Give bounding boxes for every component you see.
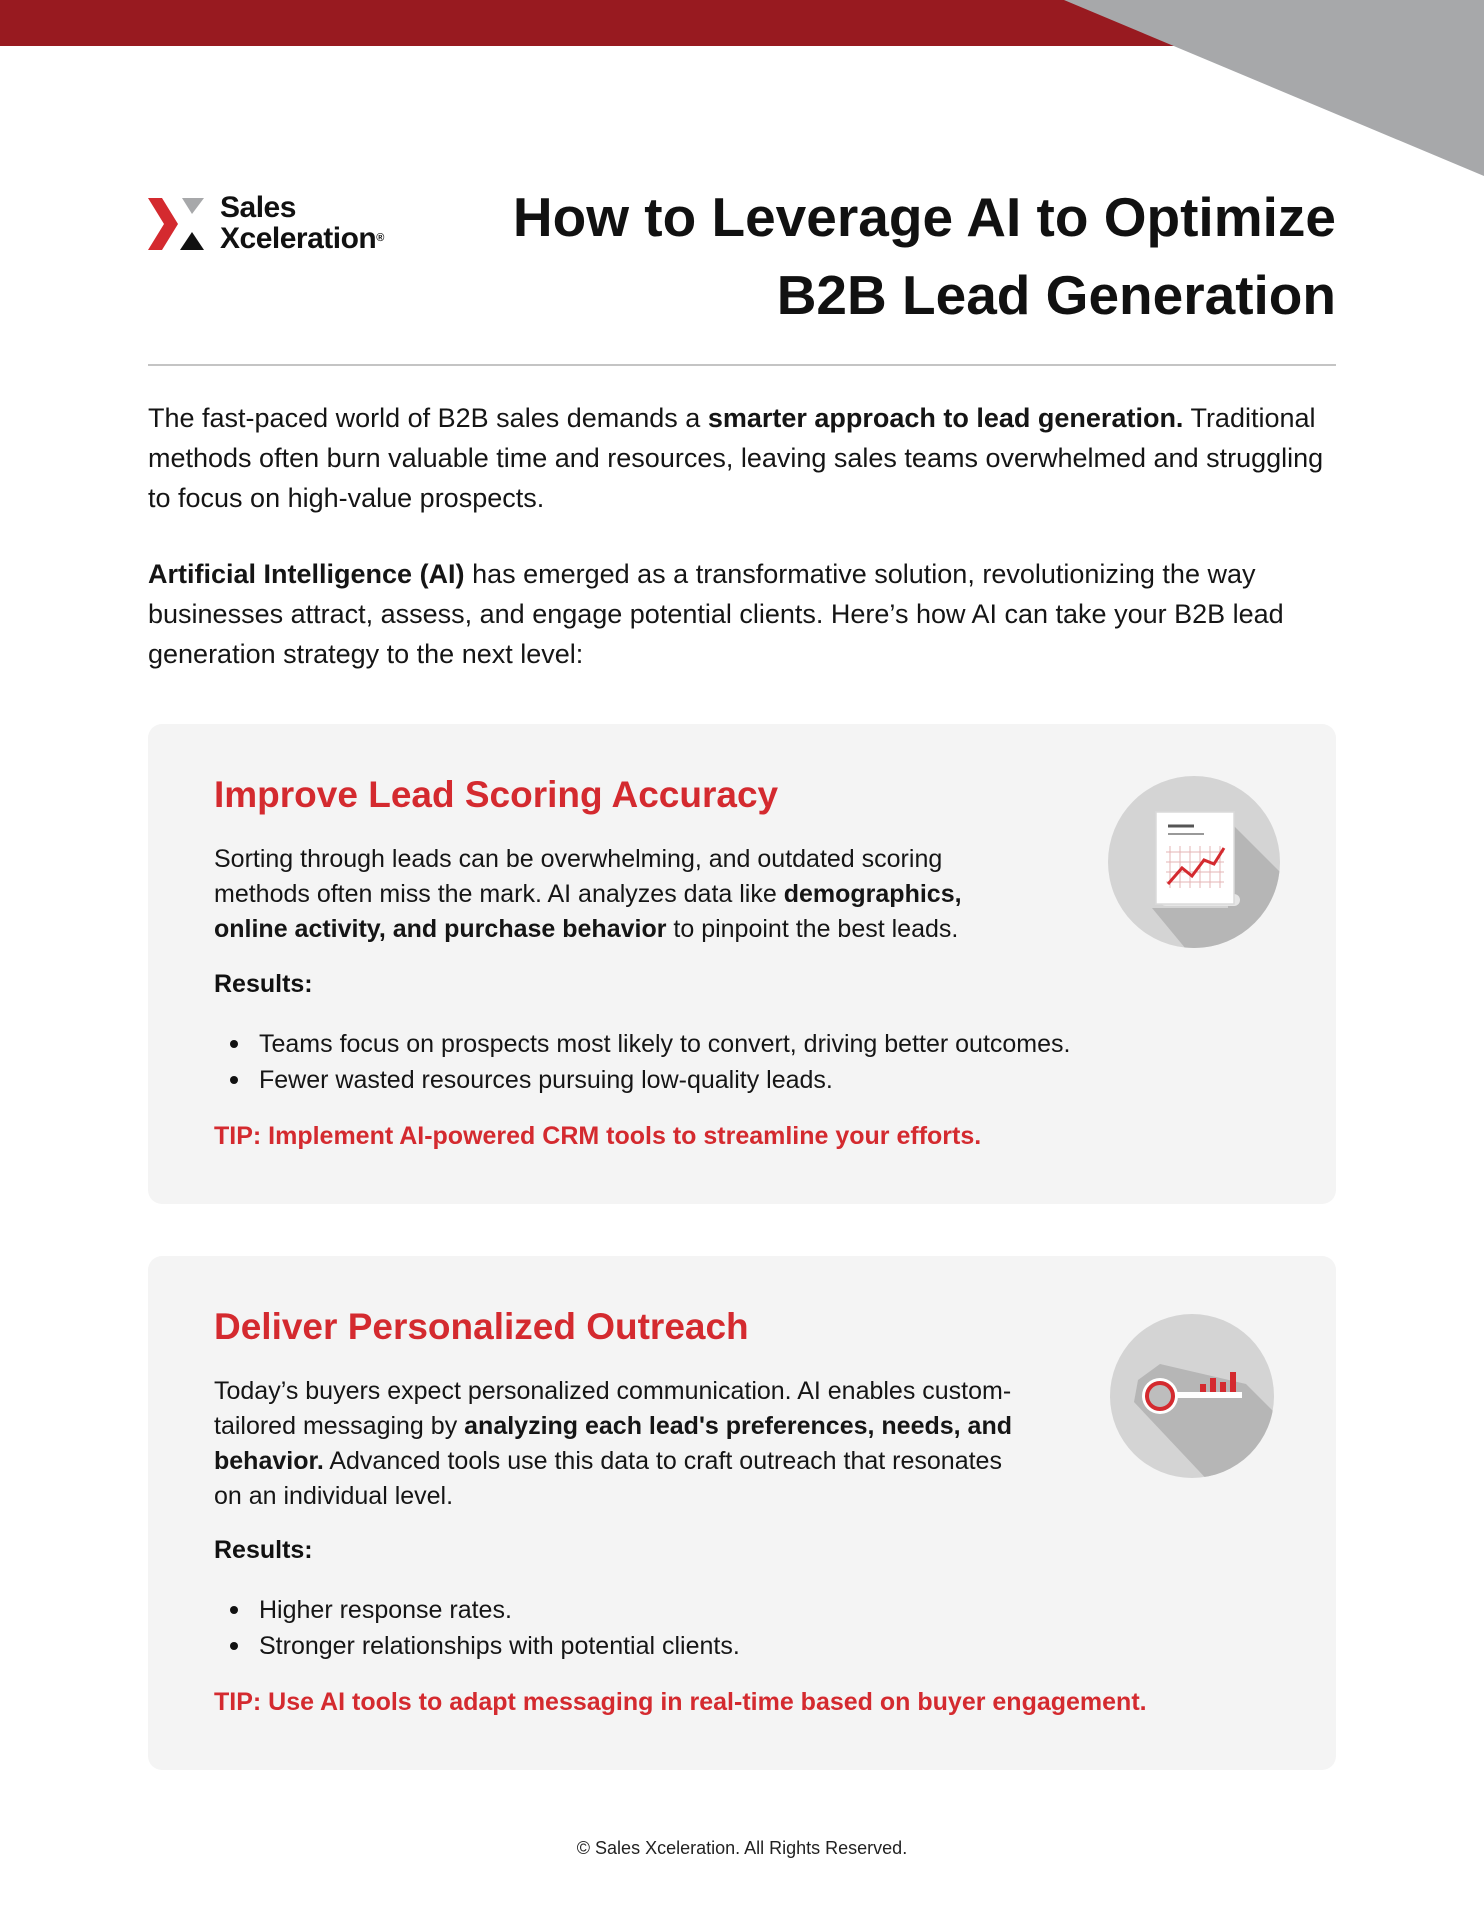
page-title-line-1: How to Leverage AI to Optimize xyxy=(512,186,1336,248)
results-list xyxy=(214,1026,1274,1098)
intro-paragraph-1: The fast-paced world of B2B sales demands a smarter approach to lead generation. Traditional methods often burn valuable time and resources, leaving sales teams overwhelmed and struggling to focus on high-value prospects. xyxy=(148,403,1324,513)
intro-paragraph-2: Artificial Intelligence (AI) has emerged as a transformative solution, revolutionizing the way businesses attract, assess, and engage potential clients. Here’s how AI can take your B2B lead generation strategy to the next level: xyxy=(148,559,1284,669)
section-title: Deliver Personalized Outreach xyxy=(214,1306,749,1347)
logo-line-1: Sales xyxy=(220,191,296,224)
list-item: Higher response rates. xyxy=(214,1592,1274,1628)
logo-line-2: Xceleration® xyxy=(220,222,384,255)
results-label: Results: xyxy=(214,970,313,998)
results-label: Results: xyxy=(214,1536,313,1564)
brand-logo xyxy=(148,192,408,258)
section-body: Sorting through leads can be overwhelming, and outdated scoring methods often miss the mark. AI analyzes data like demographics, online activity, and purchase behavior to pinpoint the best leads. xyxy=(214,845,962,943)
tip-text: TIP: Use AI tools to adapt messaging in real-time based on buyer engagement. xyxy=(214,1688,1147,1716)
section-card-lead-scoring xyxy=(148,724,1336,1204)
section-card-personalized-outreach xyxy=(148,1256,1336,1770)
logo-wordmark xyxy=(220,192,384,254)
results-list xyxy=(214,1592,1274,1664)
list-item: Stronger relationships with potential clients. xyxy=(214,1628,1274,1664)
section-title: Improve Lead Scoring Accuracy xyxy=(214,774,779,815)
footer-copyright: © Sales Xceleration. All Rights Reserved. xyxy=(576,1838,908,1858)
logo-mark-icon xyxy=(148,196,204,252)
page-title xyxy=(476,178,1336,334)
section-body: Today’s buyers expect personalized communication. AI enables custom-tailored messaging by analyzing each lead's preferences, needs, and behavior. Advanced tools use this data to craft outreach that resonates on an individual level. xyxy=(214,1377,1012,1510)
report-chart-icon xyxy=(1108,776,1280,948)
list-item: Teams focus on prospects most likely to convert, driving better outcomes. xyxy=(214,1026,1274,1062)
tip-text: TIP: Implement AI-powered CRM tools to streamline your efforts. xyxy=(214,1122,982,1150)
page-title-line-2: B2B Lead Generation xyxy=(776,264,1336,326)
corner-accent-shape xyxy=(1064,0,1484,176)
title-divider xyxy=(148,364,1336,366)
list-item: Fewer wasted resources pursuing low-quality leads. xyxy=(214,1062,1274,1098)
key-chart-icon xyxy=(1110,1314,1274,1478)
registered-mark: ® xyxy=(376,232,384,244)
